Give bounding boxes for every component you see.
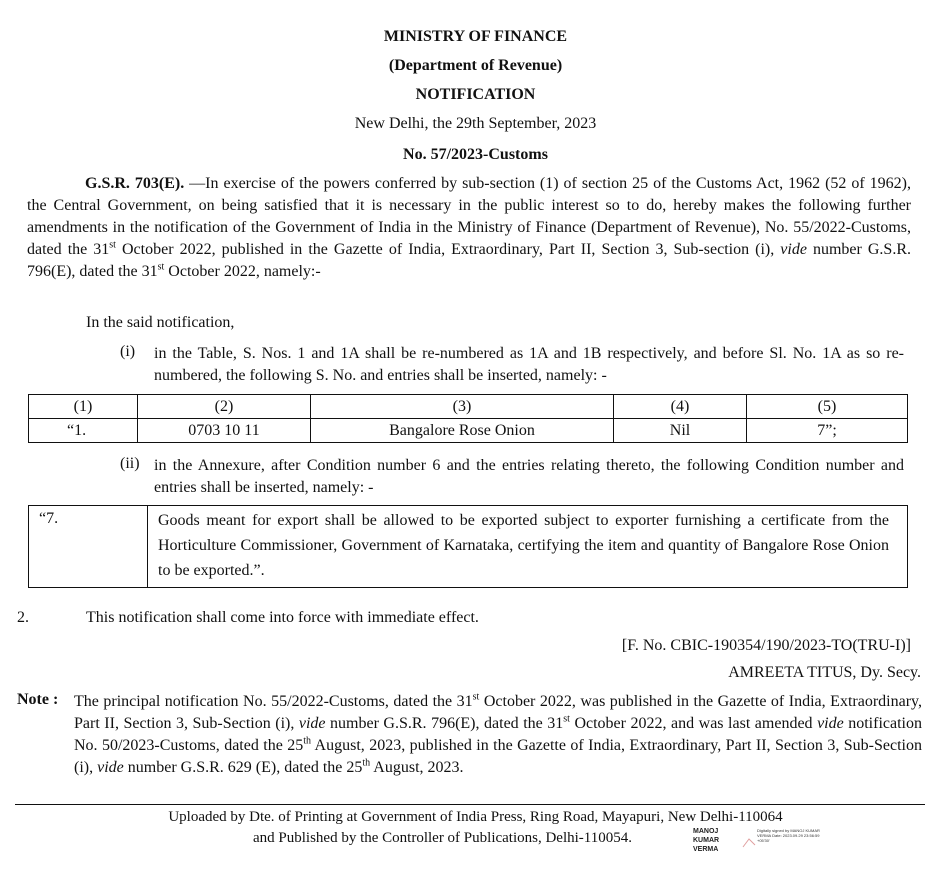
digital-signature — [693, 827, 823, 853]
ministry-heading: MINISTRY OF FINANCE — [383, 28, 568, 45]
table-cell: Bangalore Rose Onion — [311, 419, 614, 443]
place-date: New Delhi, the 29th September, 2023 — [354, 115, 597, 132]
table-cell: 7”; — [747, 419, 908, 443]
footer-line-1: Uploaded by Dte. of Printing at Government of India Press, Ring Road, Mayapuri, New Delhi-110064 — [168, 809, 783, 825]
signatory: AMREETA TITUS, Dy. Secy. — [728, 664, 921, 681]
file-number: [F. No. CBIC-190354/190/2023-TO(TRU-I)] — [621, 637, 911, 654]
main-paragraph: G.S.R. 703(E). —In exercise of the powers conferred by sub-section (1) of section 25 of the Customs Act, 1962 (52 of 1962), the Central Government, on being satisfied that it is necessary in the public interest so to do, hereby makes the following further amendments in the notification of the Government of India in the Ministry of Finance (Department of Revenue), No. 55/2022-Customs, dated the 31st October 2022, published in the Gazette of India, Extraordinary, Part II, Section 3, Sub-section (i), vide number G.S.R. 796(E), dated the 31st October 2022, namely:- — [27, 175, 911, 280]
note-text: The principal notification No. 55/2022-Customs, dated the 31st October 2022, was published in the Gazette of India, Extraordinary, Part II, Section 3, Sub-Section (i), vide number G.S.R. 796(E), dated the 31st October 2022, and was last amended vide notification No. 50/2023-Customs, dated the 25th August, 2023, published in the Gazette of India, Extraordinary, Part II, Section 3, Sub-Section (i), vide number G.S.R. 629 (E), dated the 25th August, 2023. — [74, 691, 922, 776]
notification-number: No. 57/2023-Customs — [403, 146, 548, 163]
table-cell: Nil — [614, 419, 747, 443]
table-header-row — [29, 395, 908, 419]
condition-number: “7. — [29, 506, 148, 588]
notification-heading: NOTIFICATION — [415, 86, 536, 103]
signer-name: MANOJ KUMAR VERMA — [693, 828, 720, 853]
footer-divider — [15, 804, 925, 805]
table-header-cell: (3) — [311, 395, 614, 419]
note-label: Note : — [17, 691, 59, 708]
table-row — [29, 506, 908, 588]
para-2-number: 2. — [17, 609, 29, 626]
digital-sign-details: Digitally signed by MANOJ KUMAR VERMA Date: 2023.09.29 23:56:59 +05'30' — [757, 828, 820, 843]
item-ii-text: in the Annexure, after Condition number 6 and the entries relating thereto, the following Condition number and entries shall be inserted, namely: - — [154, 457, 904, 496]
table-header-cell: (4) — [614, 395, 747, 419]
footer-line-2: and Published by the Controller of Publications, Delhi-110054. — [253, 830, 632, 846]
condition-text: Goods meant for export shall be allowed to be exported subject to exporter furnishing a certificate from the Horticulture Commissioner, Government of Karnataka, certifying the item and quantity of Bangalore Rose Onion to be exported.”. — [148, 506, 908, 588]
table-header-cell: (2) — [138, 395, 311, 419]
para-2-text: This notification shall come into force with immediate effect. — [86, 609, 479, 626]
table-cell: 0703 10 11 — [138, 419, 311, 443]
department-heading: (Department of Revenue) — [388, 57, 563, 74]
entries-table — [28, 394, 908, 443]
condition-table — [28, 505, 908, 588]
signature-stroke-icon — [741, 835, 757, 849]
table-row — [29, 419, 908, 443]
table-header-cell: (5) — [747, 395, 908, 419]
item-ii-number: (ii) — [120, 455, 140, 472]
item-i-text: in the Table, S. Nos. 1 and 1A shall be re-numbered as 1A and 1B respectively, and before Sl. No. 1A as so re-numbered, the following S. No. and entries shall be inserted, namely: - — [154, 345, 904, 384]
table-header-cell: (1) — [29, 395, 138, 419]
intro-line: In the said notification, — [86, 314, 235, 331]
table-cell: “1. — [29, 419, 138, 443]
item-i-number: (i) — [120, 343, 136, 360]
gsr-number: G.S.R. 703(E). — [85, 175, 185, 192]
